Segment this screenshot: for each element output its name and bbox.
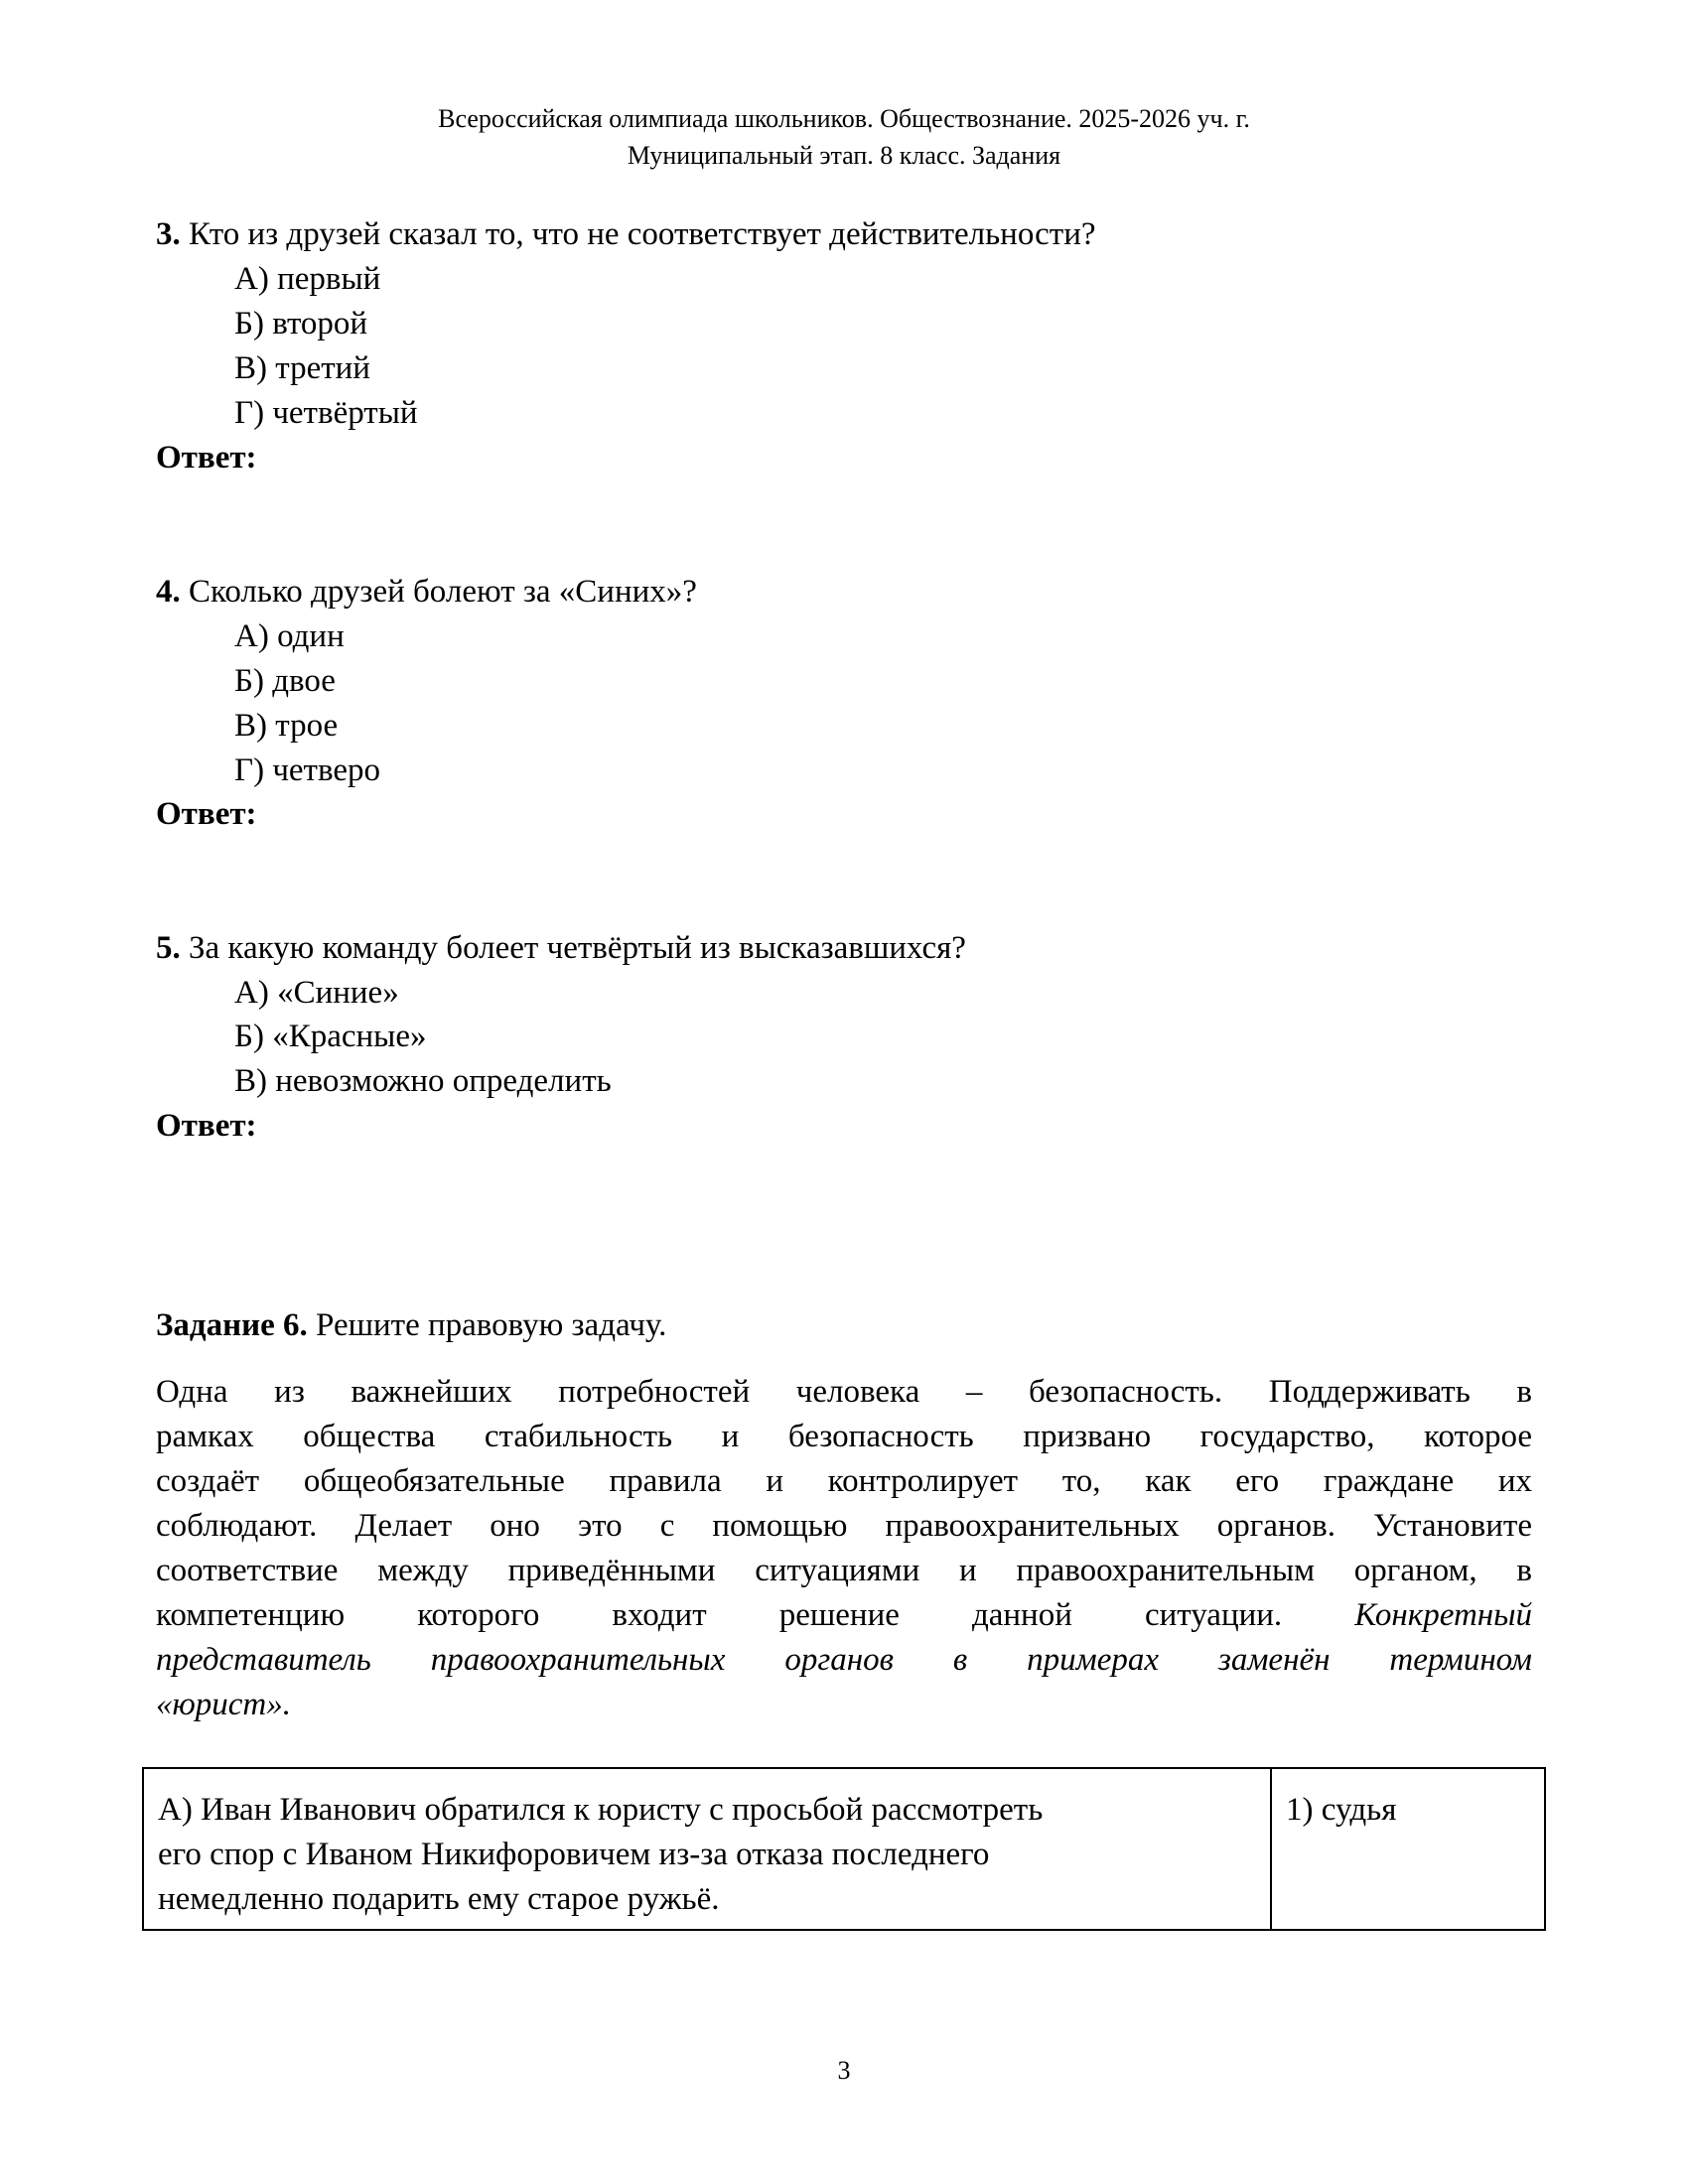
- header-title-line: Всероссийская олимпиада школьников. Обществознание. 2025-2026 уч. г.: [438, 104, 1250, 133]
- question-3-option-d: Г) четвёртый: [234, 395, 418, 431]
- authority-cell: 1) судья: [1286, 1792, 1397, 1828]
- paragraph-italic-line: «юрист».: [156, 1687, 291, 1722]
- question-4-text: [156, 570, 697, 614]
- situation-line: немедленно подарить ему старое ружьё.: [158, 1881, 720, 1917]
- paragraph-line: создаёт общеобязательные правила и контролирует то, как его граждане их: [156, 1463, 1532, 1499]
- task-6-title: [156, 1303, 666, 1348]
- question-4-option-b: Б) двое: [234, 663, 336, 699]
- task-6-instruction: Решите правовую задачу.: [307, 1307, 667, 1343]
- question-4-option-d: Г) четверо: [234, 752, 381, 788]
- question-5-text: [156, 926, 966, 971]
- paragraph-text: компетенцию которого входит решение данной ситуации.: [156, 1597, 1355, 1633]
- situation-cell: [144, 1769, 1272, 1929]
- question-3-prompt: Кто из друзей сказал то, что не соответствует действительности?: [180, 216, 1096, 252]
- paragraph-line-mixed: [156, 1593, 1532, 1638]
- question-4-option-c: В) трое: [234, 708, 339, 744]
- task-6-label: Задание 6.: [156, 1307, 308, 1343]
- question-5-option-b: Б) «Красные»: [234, 1019, 427, 1054]
- question-5-prompt: За какую команду болеет четвёртый из высказавшихся?: [180, 930, 966, 966]
- matching-table: [142, 1767, 1546, 1931]
- paragraph-line: соблюдают. Делает оно это с помощью правоохранительных органов. Установите: [156, 1508, 1532, 1544]
- paragraph-line: соответствие между приведёнными ситуациями и правоохранительным органом, в: [156, 1553, 1532, 1588]
- paragraph-italic-text: Конкретный: [1354, 1597, 1532, 1633]
- question-3-option-a: А) первый: [234, 261, 381, 297]
- situation-line: А) Иван Иванович обратился к юристу с просьбой рассмотреть: [158, 1792, 1044, 1828]
- page-number: 3: [837, 2056, 851, 2085]
- paragraph-line: рамках общества стабильность и безопасность призвано государство, которое: [156, 1419, 1532, 1454]
- question-4-number: 4.: [156, 574, 181, 610]
- header-subtitle-line: Муниципальный этап. 8 класс. Задания: [627, 141, 1061, 170]
- question-3-option-c: В) третий: [234, 350, 370, 386]
- question-3-number: 3.: [156, 216, 181, 252]
- question-4-answer-label: Ответ:: [156, 796, 257, 832]
- question-4-prompt: Сколько друзей болеют за «Синих»?: [180, 574, 697, 610]
- question-3-option-b: Б) второй: [234, 306, 368, 341]
- question-5-option-c: В) невозможно определить: [234, 1063, 612, 1099]
- question-5-answer-label: Ответ:: [156, 1108, 257, 1144]
- question-3-text: [156, 212, 1096, 257]
- paragraph-line: Одна из важнейших потребностей человека – безопасность. Поддерживать в: [156, 1374, 1532, 1410]
- situation-line: его спор с Иваном Никифоровичем из-за отказа последнего: [158, 1837, 990, 1872]
- paragraph-italic-line: представитель правоохранительных органов в примерах заменён термином: [156, 1642, 1532, 1678]
- question-3-answer-label: Ответ:: [156, 440, 257, 476]
- task-6-paragraph: [156, 1370, 1532, 1727]
- question-4-option-a: А) один: [234, 618, 345, 654]
- question-5-number: 5.: [156, 930, 181, 966]
- question-5-option-a: А) «Синие»: [234, 975, 399, 1011]
